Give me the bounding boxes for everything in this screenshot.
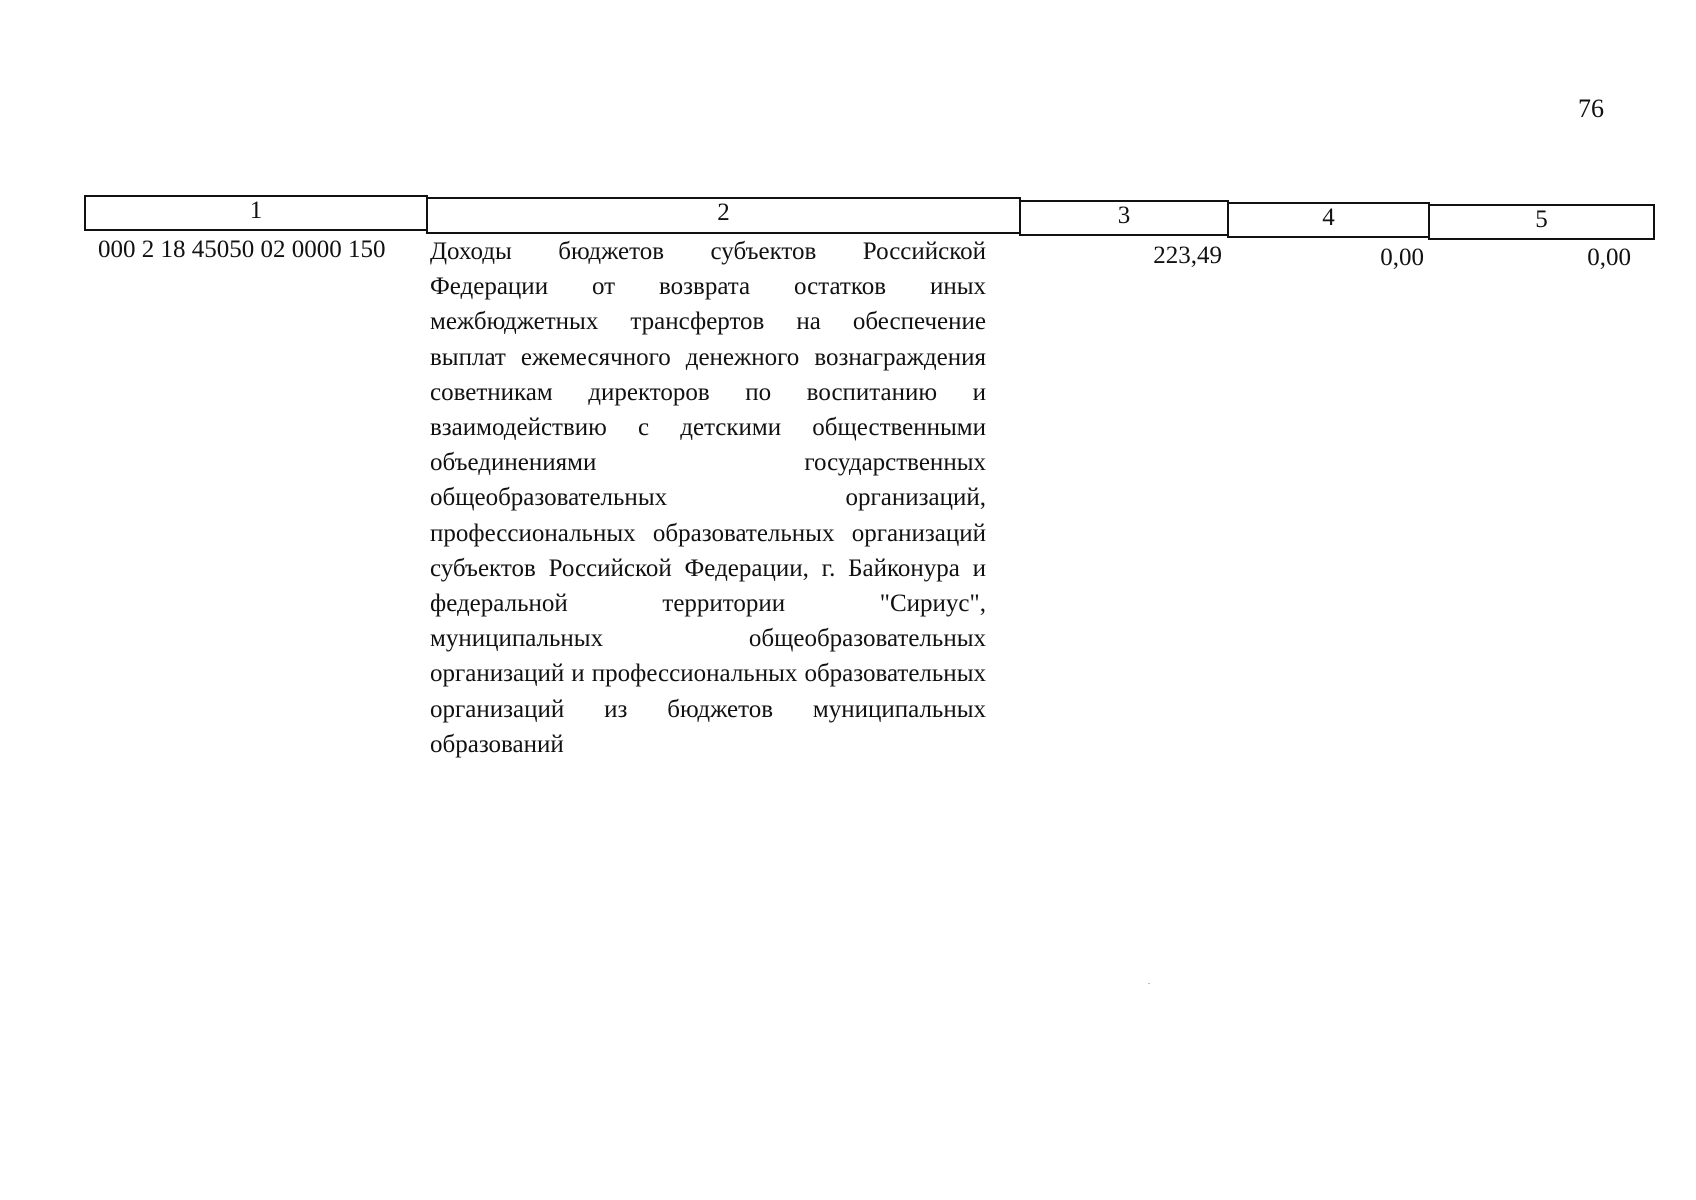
column-header-3: 3 (1019, 200, 1229, 236)
column-header-1: 1 (84, 195, 428, 231)
column-header-2: 2 (426, 197, 1021, 234)
budget-code-cell: 000 2 18 45050 02 0000 150 (98, 236, 386, 263)
column-header-5: 5 (1428, 204, 1655, 240)
scan-speck (1148, 983, 1150, 984)
description-cell: Доходы бюджетов субъектов Российской Федерации от возврата остатков иных межбюджетных трансфертов на обеспечение выплат ежемесячного денежного вознаграждения советникам директоров по воспитанию и взаимодействию с детскими общественными объединениями государственных общеобразовательных организаций, профессиональных образовательных организаций субъектов Российской Федерации, г. Байконура и федеральной территории "Сириус", муниципальных общеобразовательных организаций и профессиональных образовательных организаций из бюджетов муниципальных образований (430, 238, 986, 758)
column-5-value: 0,00 (1587, 244, 1631, 271)
column-4-value: 0,00 (1380, 244, 1424, 271)
page-number: 76 (1578, 94, 1604, 123)
column-3-value: 223,49 (1153, 242, 1222, 269)
column-header-4: 4 (1227, 202, 1430, 238)
